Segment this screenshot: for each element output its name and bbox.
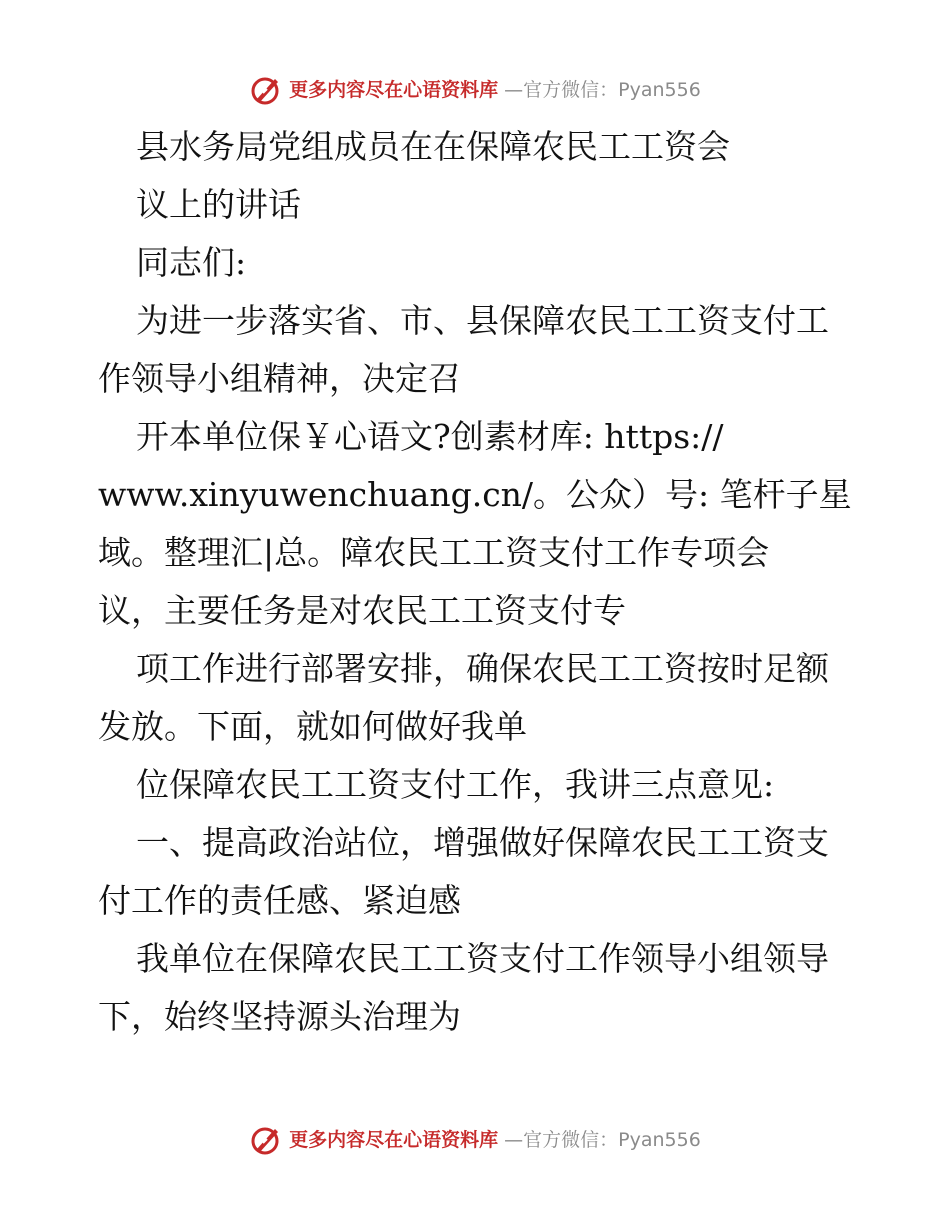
paragraph-line: 发放。下面，就如何做好我单 — [98, 707, 527, 746]
doc-title-line-2: 议上的讲话 — [136, 185, 301, 224]
banner-wechat: —官方微信：Pyan556 — [504, 78, 701, 101]
paragraph-line: www.xinyuwenchuang.cn/。公众）号: 笔杆子星 — [98, 475, 852, 514]
paragraph-line: 作领导小组精神，决定召 — [98, 359, 461, 398]
section-heading-cont: 付工作的责任感、紧迫感 — [98, 881, 461, 920]
banner-site-name: 更多内容尽在心语资料库 — [289, 78, 499, 101]
paragraph-line: 为进一步落实省、市、县保障农民工工资支付工 — [136, 301, 829, 340]
paragraph-line: 位保障农民工工资支付工作，我讲三点意见: — [136, 765, 775, 804]
paragraph-line: 域。整理汇|总。障农民工工资支付工作专项会 — [98, 533, 770, 572]
doc-title-line-1: 县水务局党组成员在在保障农民工工资会 — [136, 127, 730, 166]
paragraph-line: 我单位在保障农民工工资支付工作领导小组领导 — [136, 939, 829, 978]
salutation: 同志们: — [136, 243, 247, 282]
footer-banner — [0, 1118, 950, 1162]
brush-logo-icon — [249, 1123, 283, 1157]
paragraph-line: 下，始终坚持源头治理为 — [98, 997, 461, 1036]
brush-logo-icon — [249, 73, 283, 107]
banner-wechat: —官方微信：Pyan556 — [504, 1128, 701, 1151]
section-heading: 一、提高政治站位，增强做好保障农民工工资支 — [136, 823, 829, 862]
paragraph-line: 项工作进行部署安排，确保农民工工资按时足额 — [136, 649, 829, 688]
paragraph-line: 开本单位保￥心语文?创素材库: https:// — [136, 417, 724, 456]
paragraph-line: 议，主要任务是对农民工工资支付专 — [98, 591, 626, 630]
banner-site-name: 更多内容尽在心语资料库 — [289, 1128, 499, 1151]
header-banner — [0, 68, 950, 112]
document-body — [98, 118, 856, 1046]
